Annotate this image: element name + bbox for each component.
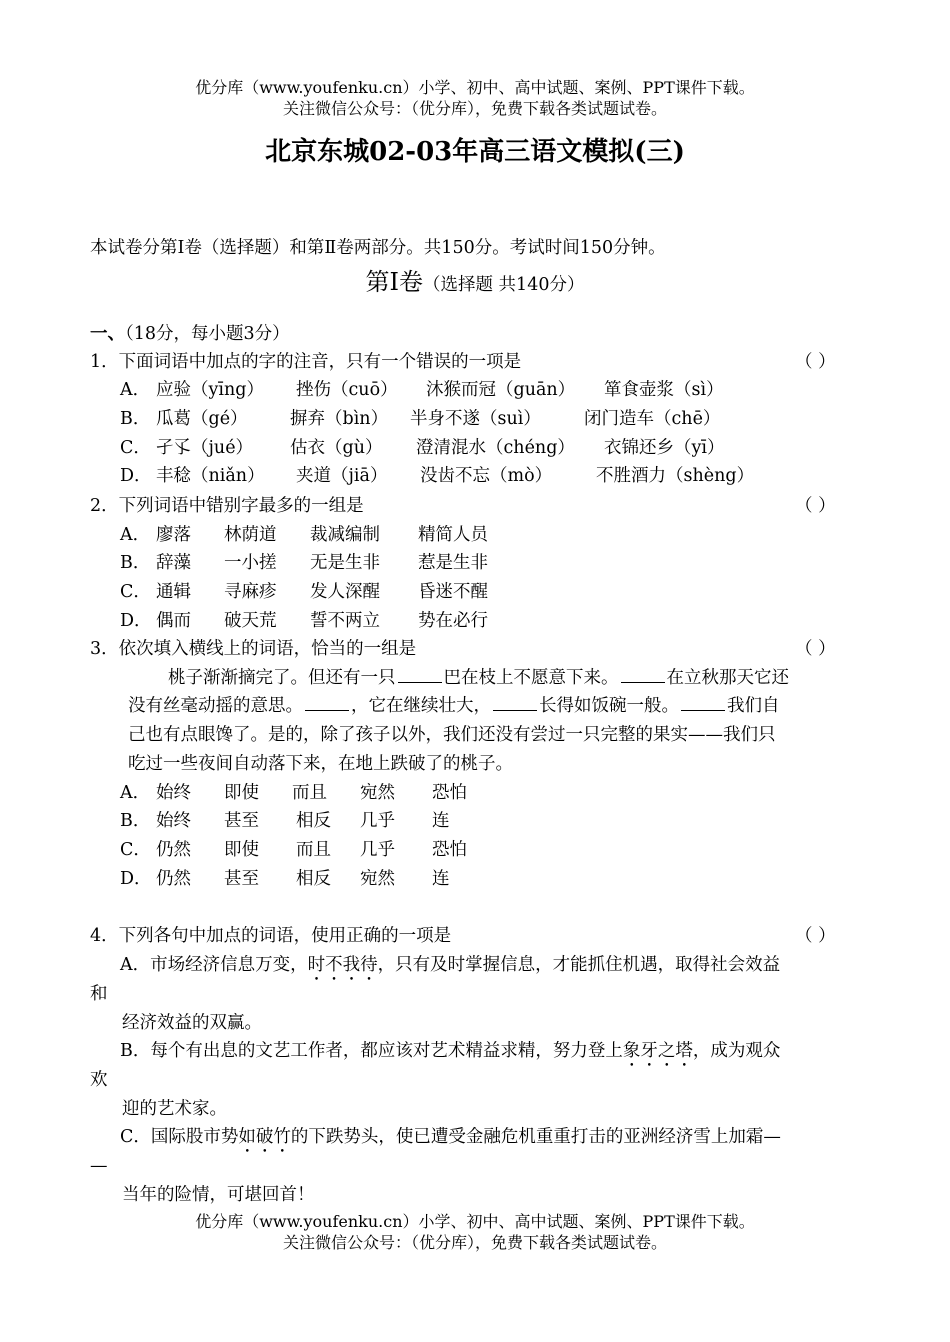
footer-line-1: 优分库（www.youfenku.cn）小学、初中、高中试题、案例、PPT课件下载。 xyxy=(195,1212,755,1231)
q3-passage-line-2: 没有丝毫动摇的意思。 ，它在继续壮大， 长得如饭碗一般。 我们自 xyxy=(128,692,780,720)
q3-option-b[interactable]: B． 始终 甚至 相反 几乎 连 xyxy=(120,811,450,831)
q3-option-c[interactable]: C． 仍然 即使 而且 几乎 恐怕 xyxy=(120,840,467,860)
q3-option-a[interactable]: A． 始终 即使 而且 宛然 恐怕 xyxy=(120,783,467,803)
dotted-term-b: 象牙之塔 xyxy=(622,1041,693,1061)
dotted-term-a: 时不我待 xyxy=(307,955,378,975)
footer-line-2: 关注微信公众号：（优分库），免费下载各类试题试卷。 xyxy=(282,1233,667,1252)
blank-1[interactable] xyxy=(398,664,442,683)
q4-option-c-wrap: — xyxy=(90,1156,108,1176)
intro-text: 本试卷分第Ⅰ卷（选择题）和第Ⅱ卷两部分。共150分。考试时间150分钟。 xyxy=(90,238,666,258)
q1-option-b[interactable]: B． 瓜葛（gé） 摒弃（bìn） 半身不遂（suì） 闭门造车（chē） xyxy=(120,409,721,429)
q3-passage-line-1: 桃子渐渐摘完了。但还有一只 巴在枝上不愿意下来。 在立秋那天它还 xyxy=(168,664,789,692)
header-line-2: 关注微信公众号：（优分库），免费下载各类试题试卷。 xyxy=(282,99,667,118)
q4-option-c-line-1[interactable]: C．国际股市势如破竹的下跌势头，使已遭受金融危机重重打击的亚洲经济雪上加霜— xyxy=(120,1127,781,1147)
q4-option-b-wrap: 欢 xyxy=(90,1070,108,1090)
blank-2[interactable] xyxy=(621,664,665,683)
q4-option-b-line-1[interactable]: B．每个有出息的文艺工作者，都应该对艺术精益求精，努力登上象牙之塔，成为观众 xyxy=(120,1041,781,1061)
q1-option-a[interactable]: A． 应验（yīng） 挫伤（cuō） 沐猴而冠（guān） 箪食壶浆（sì） xyxy=(120,380,724,400)
q4-answer-paren[interactable]: （ ） xyxy=(795,926,836,946)
part-heading xyxy=(90,320,290,348)
q4-option-a-line-2: 经济效益的双赢。 xyxy=(122,1013,262,1033)
section-heading xyxy=(0,262,950,299)
q4-option-a-wrap: 和 xyxy=(90,984,108,1004)
q1-option-d[interactable]: D． 丰稔（niǎn） 夹道（jiā） 没齿不忘（mò） 不胜酒力（shèng） xyxy=(120,466,755,486)
section-sub: （选择题 共140分） xyxy=(423,275,585,295)
q2-option-c[interactable]: C． 通辑 寻麻疹 发人深醒 昏迷不醒 xyxy=(120,582,488,602)
part-note: （18分，每小题3分） xyxy=(125,324,290,344)
q2-answer-paren[interactable]: （ ） xyxy=(795,496,836,516)
q3-option-d[interactable]: D． 仍然 甚至 相反 宛然 连 xyxy=(120,869,450,889)
q2-stem: 2．下列词语中错别字最多的一组是 xyxy=(90,496,364,516)
q2-option-a[interactable]: A． 廖落 林荫道 裁减编制 精简人员 xyxy=(120,525,488,545)
part-label: 一、 xyxy=(90,324,125,344)
q1-answer-paren[interactable]: （ ） xyxy=(795,352,836,372)
q3-passage-line-3: 己也有点眼馋了。是的，除了孩子以外，我们还没有尝过一只完整的果实——我们只 xyxy=(128,725,776,745)
dotted-term-c: 如破竹 xyxy=(238,1127,291,1147)
q1-option-c[interactable]: C． 孑孓（jué） 估衣（gù） 澄清混水（chéng） 衣锦还乡（yī） xyxy=(120,438,725,458)
q3-answer-paren[interactable]: （ ） xyxy=(795,639,836,659)
header-line-1: 优分库（www.youfenku.cn）小学、初中、高中试题、案例、PPT课件下载。 xyxy=(195,78,755,97)
blank-5[interactable] xyxy=(681,692,725,711)
page-title: 北京东城02-03年高三语文模拟(三) xyxy=(265,137,685,167)
section-main: 第Ⅰ卷 xyxy=(365,268,423,296)
q4-option-c-line-2: 当年的险情，可堪回首！ xyxy=(122,1185,315,1205)
q3-stem: 3．依次填入横线上的词语，恰当的一组是 xyxy=(90,639,417,659)
q2-option-d[interactable]: D． 偶而 破天荒 誓不两立 势在必行 xyxy=(120,611,488,631)
q4-option-b-line-2: 迎的艺术家。 xyxy=(122,1099,227,1119)
blank-4[interactable] xyxy=(493,692,537,711)
q2-option-b[interactable]: B． 辞藻 一小搓 无是生非 惹是生非 xyxy=(120,553,488,573)
q4-option-a-line-1[interactable]: A．市场经济信息万变，时不我待，只有及时掌握信息，才能抓住机遇，取得社会效益 xyxy=(120,955,781,975)
q3-passage-line-4: 吃过一些夜间自动落下来，在地上跌破了的桃子。 xyxy=(128,754,513,774)
q4-stem: 4．下列各句中加点的词语，使用正确的一项是 xyxy=(90,926,452,946)
blank-3[interactable] xyxy=(305,692,349,711)
q1-stem: 1．下面词语中加点的字的注音，只有一个错误的一项是 xyxy=(90,352,522,372)
